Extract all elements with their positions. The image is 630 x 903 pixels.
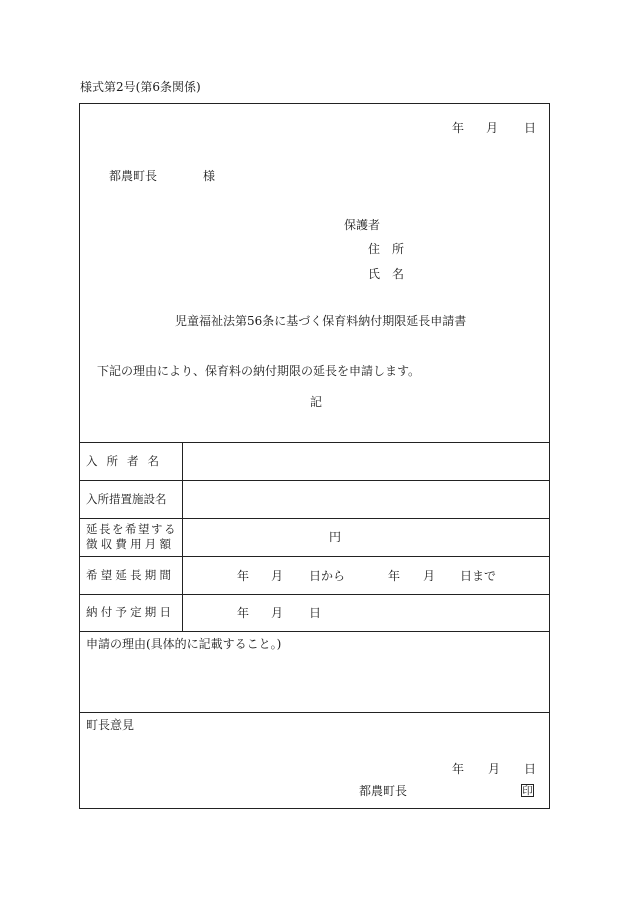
header-date-day: 日 [524, 121, 537, 135]
row-divider [80, 480, 549, 481]
header-date-month: 月 [486, 121, 499, 135]
period-from-year: 年 [237, 569, 250, 583]
guardian-name-label: 氏 名 [368, 267, 405, 281]
period-to-year: 年 [388, 569, 401, 583]
amount-label-line1: 延長を希望する [86, 522, 177, 536]
amount-label-line2: 徴収費用月額 [86, 537, 175, 551]
child-name-label [86, 456, 176, 468]
amount-field[interactable] [184, 520, 324, 555]
column-divider [182, 442, 183, 631]
form-title: 児童福祉法第56条に基づく保育料納付期限延長申請書 [175, 314, 467, 328]
ki-mark: 記 [310, 395, 323, 409]
payment-date-day: 日 [309, 606, 322, 620]
row-divider [80, 594, 549, 595]
period-label: 希望延長期間 [86, 568, 175, 582]
period-from-day: 日から [309, 569, 346, 583]
payment-date-year: 年 [237, 606, 250, 620]
opinion-signer: 都農町長 [359, 784, 408, 798]
row-divider [80, 442, 549, 443]
reason-field[interactable] [82, 656, 547, 710]
opinion-date-year: 年 [452, 762, 465, 776]
amount-unit: 円 [329, 530, 342, 544]
application-form [79, 103, 550, 809]
guardian-address-label: 住 所 [368, 242, 405, 256]
seal-stamp-icon: 印 [522, 785, 533, 797]
child-name-label-text: 入所者名 [86, 454, 168, 468]
opinion-date-month: 月 [488, 762, 501, 776]
reason-label: 申請の理由(具体的に記載すること。) [86, 637, 282, 651]
addressee-suffix: 様 [203, 169, 216, 183]
row-divider [80, 518, 549, 519]
payment-date-month: 月 [271, 606, 284, 620]
facility-field[interactable] [184, 482, 548, 517]
guardian-label: 保護者 [344, 218, 381, 232]
facility-label: 入所措置施設名 [86, 492, 167, 506]
addressee: 都農町長 [109, 169, 158, 183]
period-to-day: 日まで [460, 569, 497, 583]
row-divider [80, 712, 549, 713]
request-statement: 下記の理由により、保育料の納付期限の延長を申請します。 [97, 364, 421, 378]
row-divider [80, 556, 549, 557]
payment-date-label: 納付予定期日 [86, 605, 175, 619]
opinion-date-day: 日 [524, 762, 537, 776]
row-divider [80, 631, 549, 632]
opinion-label: 町長意見 [86, 718, 135, 732]
period-to-month: 月 [423, 569, 436, 583]
child-name-field[interactable] [184, 444, 548, 479]
header-date-year: 年 [452, 121, 465, 135]
period-from-month: 月 [271, 569, 284, 583]
form-caption: 様式第2号(第6条関係) [80, 80, 201, 94]
